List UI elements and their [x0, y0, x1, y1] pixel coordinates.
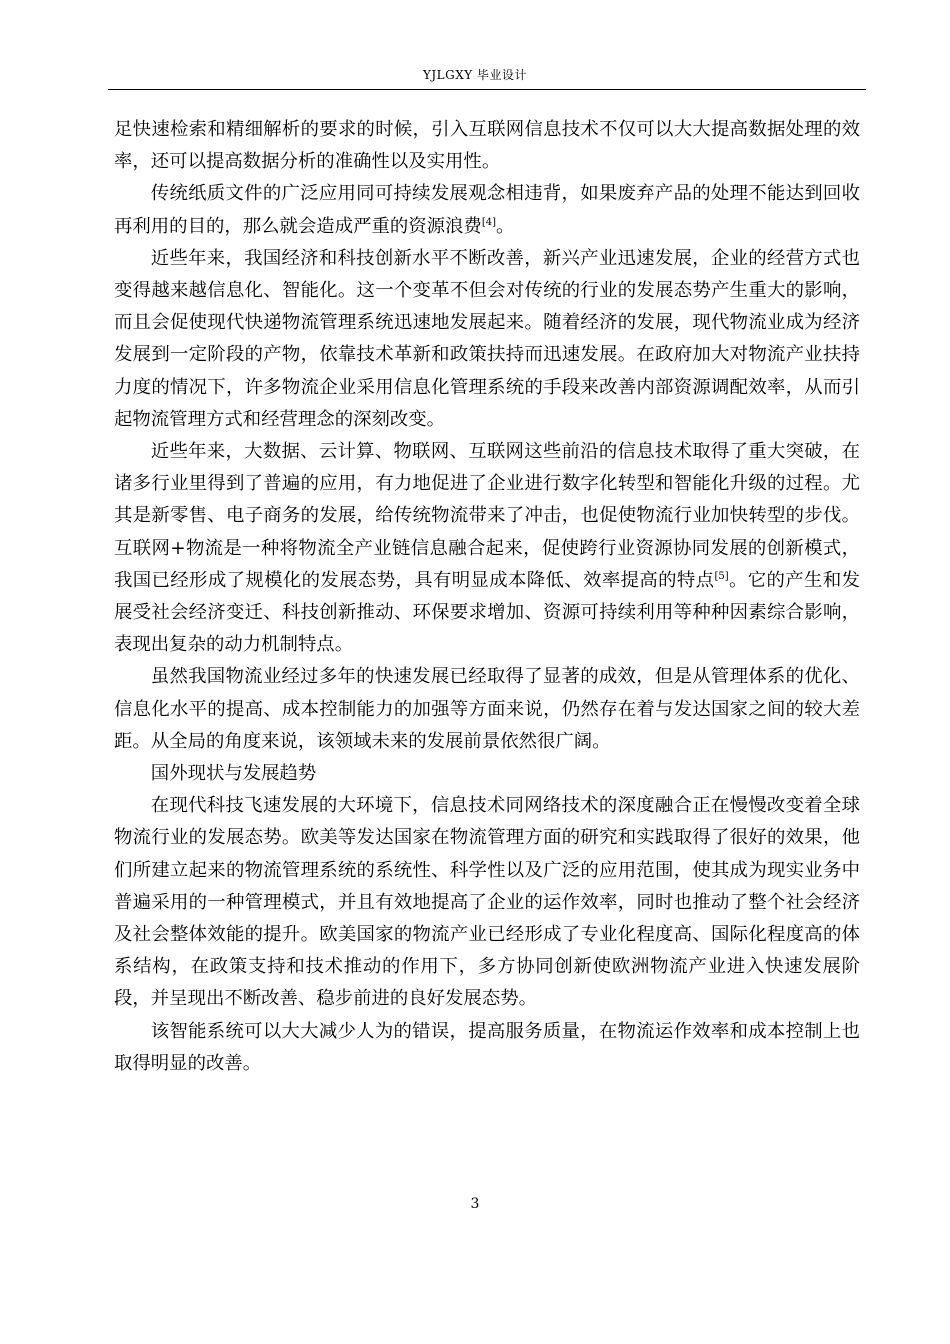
- citation-ref: [4]: [481, 216, 496, 228]
- body-text: [114, 114, 860, 1080]
- paragraph-2: 传统纸质文件的广泛应用同可持续发展观念相违背，如果废弃产品的处理不能达到回收再利用的目的，那么就会造成严重的资源浪费[4]。: [114, 183, 860, 237]
- header-rule: [108, 89, 866, 90]
- page-header: YJLGXY 毕业设计: [422, 68, 528, 82]
- citation-ref: [5]: [714, 570, 729, 582]
- paragraph-1: 足快速检索和精细解析的要求的时候，引入互联网信息技术不仅可以大大提高数据处理的效率，还可以提高数据分析的准确性以及实用性。: [114, 119, 860, 173]
- paragraph-4: 近些年来，大数据、云计算、物联网、互联网这些前沿的信息技术取得了重大突破，在诸多行业里得到了普遍的应用，有力地促进了企业进行数字化转型和智能化升级的过程。尤其是新零售、电子商务的发展，给传统物流带来了冲击，也促使物流行业加快转型的步伐。互联网+物流是一种将物流全产业链信息融合起来，促使跨行业资源协同发展的创新模式，我国已经形成了规模化的发展态势，具有明显成本降低、效率提高的特点[5]。它的产生和发展受社会经济变迁、科技创新推动、环保要求增加、资源可持续利用等种种因素综合影响，表现出复杂的动力机制特点。: [114, 441, 860, 656]
- paragraph-6: 在现代科技飞速发展的大环境下，信息技术同网络技术的深度融合正在慢慢改变着全球物流行业的发展态势。欧美等发达国家在物流管理方面的研究和实践取得了很好的效果，他们所建立起来的物流管理系统的系统性、科学性以及广泛的应用范围，使其成为现实业务中普遍采用的一种管理模式，并且有效地提高了企业的运作效率，同时也推动了整个社会经济及社会整体效能的提升。欧美国家的物流产业已经形成了专业化程度高、国际化程度高的体系结构，在政策支持和技术推动的作用下，多方协同创新使欧洲物流产业进入快速发展阶段，并呈现出不断改善、稳步前进的良好发展态势。: [114, 795, 860, 1010]
- page-number: 3: [470, 1196, 480, 1212]
- paragraph-5: 虽然我国物流业经过多年的快速发展已经取得了显著的成效，但是从管理体系的优化、信息化水平的提高、成本控制能力的加强等方面来说，仍然存在着与发达国家之间的较大差距。从全局的角度来说，该领域未来的发展前景依然很广阔。: [114, 666, 860, 752]
- paragraph-7: 该智能系统可以大大减少人为的错误，提高服务质量，在物流运作效率和成本控制上也取得明显的改善。: [114, 1020, 860, 1074]
- section-heading: 国外现状与发展趋势: [150, 763, 317, 785]
- paragraph-3: 近些年来，我国经济和科技创新水平不断改善，新兴产业迅速发展，企业的经营方式也变得越来越信息化、智能化。这一个变革不但会对传统的行业的发展态势产生重大的影响，而且会促使现代快递物流管理系统迅速地发展起来。随着经济的发展，现代物流业成为经济发展到一定阶段的产物，依靠技术革新和政策扶持而迅速发展。在政府加大对物流产业扶持力度的情况下，许多物流企业采用信息化管理系统的手段来改善内部资源调配效率，从而引起物流管理方式和经营理念的深刻改变。: [114, 247, 860, 430]
